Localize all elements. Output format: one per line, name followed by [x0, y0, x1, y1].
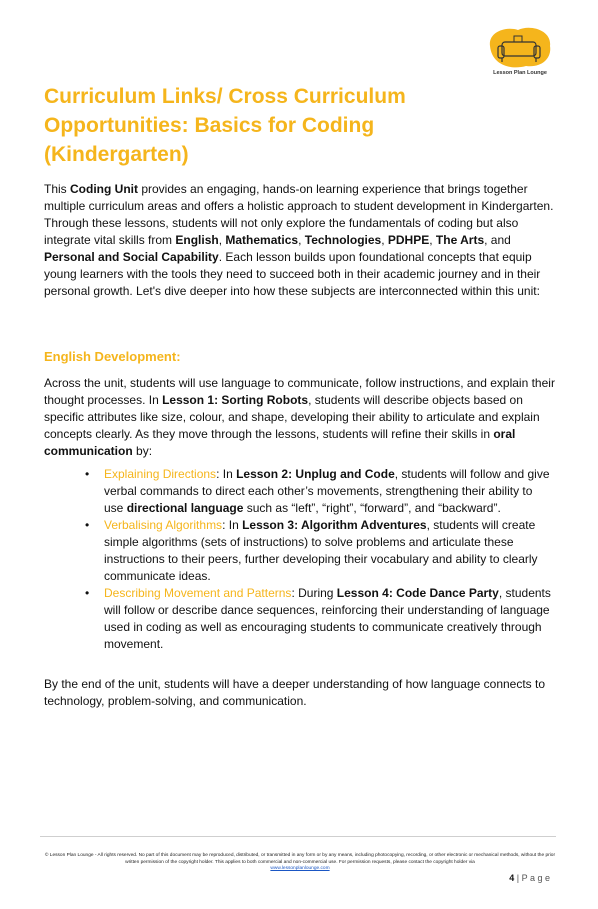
- bullet-label: Verbalising Algorithms: [104, 518, 223, 532]
- bullet-label: Explaining Directions: [104, 467, 217, 481]
- footer-divider: [40, 836, 556, 837]
- website-link[interactable]: www.lessonplanlounge.com: [270, 866, 330, 871]
- copyright-notice: © Lesson Plan Lounge - All rights reserved. No part of this document may be reproduced, distributed, or transmitted in any form or by any means, including photocopying, recording, or other electronic or mechanical methods, without the prior written permission of the copyright holder. This applies to both commercial and non-commercial use. For permission requests, please contact the copyright holder via www.lessonplanlounge.com: [44, 853, 556, 871]
- list-item: • Describing Movement and Patterns: During Lesson 4: Code Dance Party, students will follow or describe dance sequences, reinforcing their understanding of language used in coding as well as encouraging students to communicate creatively through movement.: [85, 586, 551, 651]
- list-item: • Verbalising Algorithms: In Lesson 3: Algorithm Adventures, students will create simple algorithms (sets of instructions) to solve problems and articulate these instructions to their peers, further developing their vocabulary and ability to clearly communicate ideas.: [85, 518, 538, 583]
- lesson-plan-lounge-logo: [486, 26, 554, 80]
- english-heading: English Development:: [44, 349, 181, 364]
- page-title: Curriculum Links/ Cross Curriculum Opportunities: Basics for Coding (Kindergarten): [44, 85, 406, 166]
- list-item: • Explaining Directions: In Lesson 2: Unplug and Code, students will follow and give verbal commands to direct each other’s movements, strengthening their ability to use directional language such as “left”, “right”, “forward”, and “backward”.: [85, 467, 550, 515]
- english-bullet-list: [85, 466, 555, 653]
- sofa-icon: [486, 26, 554, 72]
- bullet-label: Describing Movement and Patterns: [104, 586, 292, 600]
- page-number: 4 | P a g e: [509, 873, 550, 883]
- logo-text: Lesson Plan Lounge: [493, 70, 547, 76]
- closing-paragraph: By the end of the unit, students will have a deeper understanding of how language connects to technology, problem-solving, and communication.: [44, 677, 546, 708]
- english-paragraph: Across the unit, students will use language to communicate, follow instructions, and explain their thought processes. In Lesson 1: Sorting Robots, students will describe objects based on specific attributes like size, colour, and shape, developing their ability to articulate and explain concepts clearly. As they move through the lessons, students will refine their skills in oral communication by:: [44, 376, 555, 458]
- intro-paragraph: This Coding Unit provides an engaging, hands-on learning experience that brings together multiple curriculum areas and offers a holistic approach to student development in Kindergarten. Through these lessons, students will not only explore the fundamentals of coding but also integrate vital skills from English, Mathematics, Technologies, PDHPE, The Arts, and Personal and Social Capability. Each lesson builds upon foundational concepts that equip young learners with the tools they need to succeed both in their academic journey and in their personal growth. Let's dive deeper into how these subjects are interconnected within this unit:: [44, 182, 554, 298]
